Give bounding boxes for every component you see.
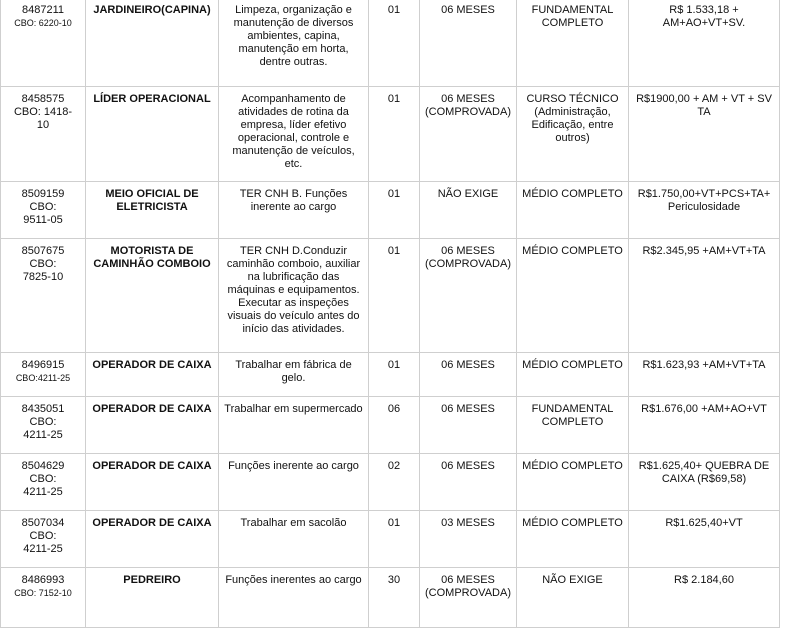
cbo-code: CBO:	[29, 201, 57, 213]
education-cell: MÉDIO COMPLETO	[517, 511, 629, 568]
experience-cell: 06 MESES (COMPROVADA)	[420, 568, 517, 628]
cbo-code: CBO:	[29, 258, 57, 270]
cbo-code: CBO:	[29, 416, 57, 428]
job-title-cell: OPERADOR DE CAIXA	[86, 397, 219, 454]
job-title-cell: JARDINEIRO(CAPINA)	[86, 0, 219, 87]
job-description-cell: Trabalhar em supermercado	[219, 397, 369, 454]
job-description-cell: Trabalhar em fábrica de gelo.	[219, 353, 369, 397]
cbo-code: 9511-05	[23, 214, 63, 226]
vacancy-code-cell	[1, 182, 86, 239]
vacancy-code-cell	[1, 568, 86, 628]
vacancies-cell: 01	[369, 511, 420, 568]
cbo-code: CBO: 6220-10	[14, 18, 72, 28]
experience-cell: 06 MESES	[420, 454, 517, 511]
salary-cell: R$1.625,40+ QUEBRA DE CAIXA (R$69,58)	[629, 454, 780, 511]
experience-cell: NÃO EXIGE	[420, 182, 517, 239]
table-row	[1, 239, 780, 353]
job-title-cell: LÍDER OPERACIONAL	[86, 87, 219, 182]
education-cell: MÉDIO COMPLETO	[517, 353, 629, 397]
table-row	[1, 397, 780, 454]
vacancies-cell: 30	[369, 568, 420, 628]
cbo-code: 4211-25	[23, 486, 63, 498]
salary-cell: R$1900,00 + AM + VT + SV TA	[629, 87, 780, 182]
job-description-cell: TER CNH B. Funções inerente ao cargo	[219, 182, 369, 239]
table-row	[1, 87, 780, 182]
vacancies-cell: 01	[369, 182, 420, 239]
vacancies-cell: 06	[369, 397, 420, 454]
table-row	[1, 454, 780, 511]
education-cell: FUNDAMENTAL COMPLETO	[517, 0, 629, 87]
job-title-cell: OPERADOR DE CAIXA	[86, 511, 219, 568]
vacancy-code: 8458575	[21, 93, 65, 105]
job-description-cell: Acompanhamento de atividades de rotina da empresa, líder efetivo operacional, controle e manutenção de veículos, etc.	[219, 87, 369, 182]
experience-cell: 06 MESES (COMPROVADA)	[420, 239, 517, 353]
job-title-cell: OPERADOR DE CAIXA	[86, 454, 219, 511]
vacancies-cell: 01	[369, 239, 420, 353]
cbo-code: CBO:	[29, 530, 57, 542]
vacancies-cell: 01	[369, 353, 420, 397]
education-cell: MÉDIO COMPLETO	[517, 182, 629, 239]
vacancy-code: 8507034	[21, 517, 65, 529]
cbo-code: 4211-25	[23, 543, 63, 555]
vacancy-code-cell	[1, 454, 86, 511]
vacancy-code: 8486993	[21, 574, 65, 586]
cbo-code: CBO: 7152-10	[14, 588, 72, 598]
vacancy-code-cell	[1, 239, 86, 353]
table-row	[1, 511, 780, 568]
education-cell: MÉDIO COMPLETO	[517, 454, 629, 511]
education-cell: NÃO EXIGE	[517, 568, 629, 628]
experience-cell: 06 MESES	[420, 397, 517, 454]
vacancy-code: 8507675	[21, 245, 65, 257]
cbo-code: 7825-10	[22, 271, 64, 283]
experience-cell: 06 MESES	[420, 0, 517, 87]
vacancy-code-cell	[1, 511, 86, 568]
job-description-cell: Limpeza, organização e manutenção de diversos ambientes, capina, manutenção em horta, dentre outras.	[219, 0, 369, 87]
cbo-code: 4211-25	[23, 429, 63, 441]
table-row	[1, 182, 780, 239]
vacancy-code: 8435051	[21, 403, 65, 415]
job-description-cell: TER CNH D.Conduzir caminhão comboio, auxiliar na lubrificação das máquinas e equipamentos. Executar as inspeções visuais do veículo antes do início das atividades.	[219, 239, 369, 353]
education-cell: FUNDAMENTAL COMPLETO	[517, 397, 629, 454]
table-row	[1, 0, 780, 87]
job-title-cell: PEDREIRO	[86, 568, 219, 628]
vacancy-code: 8509159	[21, 188, 65, 200]
cbo-code: CBO: 1418-	[13, 106, 73, 118]
job-title-cell: OPERADOR DE CAIXA	[86, 353, 219, 397]
vacancies-cell: 01	[369, 87, 420, 182]
vacancy-code-cell	[1, 87, 86, 182]
cbo-code: 10	[36, 119, 50, 131]
vacancy-code: 8496915	[21, 359, 65, 371]
job-title-cell: MEIO OFICIAL DE ELETRICISTA	[86, 182, 219, 239]
table-body	[1, 0, 780, 628]
job-description-cell: Funções inerentes ao cargo	[219, 568, 369, 628]
education-cell: MÉDIO COMPLETO	[517, 239, 629, 353]
education-cell: CURSO TÉCNICO (Administração, Edificação, entre outros)	[517, 87, 629, 182]
salary-cell: R$ 2.184,60	[629, 568, 780, 628]
experience-cell: 06 MESES	[420, 353, 517, 397]
vacancy-code-cell	[1, 353, 86, 397]
salary-cell: R$1.623,93 +AM+VT+TA	[629, 353, 780, 397]
salary-cell: R$ 1.533,18 + AM+AO+VT+SV.	[629, 0, 780, 87]
cbo-code: CBO:4211-25	[15, 373, 71, 383]
cbo-code: CBO:	[29, 473, 57, 485]
vacancies-cell: 02	[369, 454, 420, 511]
vacancy-code-cell	[1, 0, 86, 87]
experience-cell: 06 MESES (COMPROVADA)	[420, 87, 517, 182]
salary-cell: R$1.750,00+VT+PCS+TA+ Periculosidade	[629, 182, 780, 239]
job-title-cell: MOTORISTA DE CAMINHÃO COMBOIO	[86, 239, 219, 353]
experience-cell: 03 MESES	[420, 511, 517, 568]
vacancy-code: 8487211	[21, 4, 64, 16]
vacancy-code-cell	[1, 397, 86, 454]
vacancies-cell: 01	[369, 0, 420, 87]
salary-cell: R$2.345,95 +AM+VT+TA	[629, 239, 780, 353]
job-description-cell: Funções inerente ao cargo	[219, 454, 369, 511]
job-description-cell: Trabalhar em sacolão	[219, 511, 369, 568]
table-row	[1, 568, 780, 628]
table-row	[1, 353, 780, 397]
salary-cell: R$1.676,00 +AM+AO+VT	[629, 397, 780, 454]
salary-cell: R$1.625,40+VT	[629, 511, 780, 568]
vacancy-code: 8504629	[21, 460, 65, 472]
